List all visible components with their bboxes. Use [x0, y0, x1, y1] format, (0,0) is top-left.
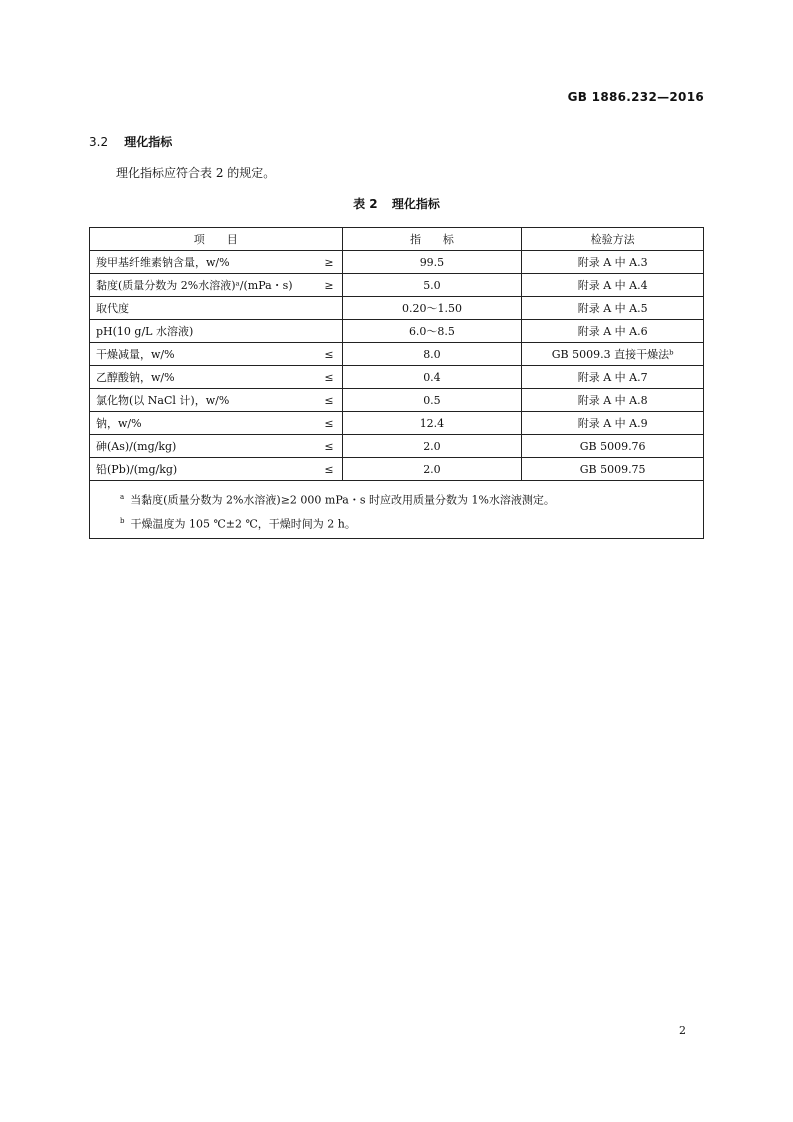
standard-number: GB 1886.232—2016 — [567, 90, 704, 104]
table-note — [120, 511, 693, 535]
note-text: 干燥温度为 105 ℃±2 ℃，干燥时间为 2 h。 — [130, 517, 356, 531]
row-item-cell — [90, 435, 343, 458]
row-item: 乙醇酸钠，w/% — [96, 371, 175, 384]
row-method: 附录 A 中 A.4 — [522, 274, 704, 297]
row-method: GB 5009.75 — [522, 458, 704, 481]
row-method: 附录 A 中 A.5 — [522, 297, 704, 320]
row-method: 附录 A 中 A.6 — [522, 320, 704, 343]
table-row — [90, 435, 704, 458]
row-item: 钠，w/% — [96, 417, 142, 430]
table-note — [120, 487, 693, 511]
row-item-cell — [90, 343, 343, 366]
row-item: 氯化物(以 NaCl 计)，w/% — [96, 394, 230, 407]
row-symbol: ≤ — [324, 347, 334, 361]
section-paragraph: 理化指标应符合表 2 的规定。 — [116, 166, 276, 180]
table-row — [90, 412, 704, 435]
row-value: 0.20～1.50 — [342, 297, 522, 320]
row-item-cell — [90, 366, 343, 389]
row-item: 黏度(质量分数为 2%水溶液)ᵃ/(mPa・s) — [96, 279, 293, 292]
row-value: 6.0～8.5 — [342, 320, 522, 343]
table-row — [90, 343, 704, 366]
spec-table — [89, 227, 704, 539]
header-value: 指 标 — [342, 228, 522, 251]
row-item-cell — [90, 274, 343, 297]
note-mark: a — [120, 493, 125, 501]
section-heading — [89, 133, 172, 150]
row-item: 取代度 — [96, 302, 129, 315]
row-item-cell — [90, 320, 343, 343]
table-row — [90, 297, 704, 320]
table-caption-title: 理化指标 — [391, 197, 440, 211]
row-method: GB 5009.76 — [522, 435, 704, 458]
row-symbol: ≤ — [324, 370, 334, 384]
row-value: 2.0 — [342, 458, 522, 481]
table-row — [90, 389, 704, 412]
row-symbol: ≤ — [324, 439, 334, 453]
row-item: 羧甲基纤维素钠含量，w/% — [96, 256, 230, 269]
row-value: 2.0 — [342, 435, 522, 458]
row-item: 铅(Pb)/(mg/kg) — [96, 463, 178, 476]
page-number: 2 — [679, 1024, 686, 1037]
header-item: 项 目 — [90, 228, 343, 251]
row-method: 附录 A 中 A.9 — [522, 412, 704, 435]
table-notes-row — [90, 481, 704, 539]
row-item-cell — [90, 251, 343, 274]
header-method: 检验方法 — [522, 228, 704, 251]
row-item: 砷(As)/(mg/kg) — [96, 440, 177, 453]
row-symbol: ≤ — [324, 393, 334, 407]
row-item-cell — [90, 458, 343, 481]
section-number: 3.2 — [89, 135, 109, 149]
row-value: 8.0 — [342, 343, 522, 366]
row-item-cell — [90, 389, 343, 412]
table-row — [90, 251, 704, 274]
row-value: 0.4 — [342, 366, 522, 389]
row-symbol: ≥ — [324, 278, 334, 292]
row-item-cell — [90, 297, 343, 320]
section-title: 理化指标 — [124, 135, 173, 149]
row-method: 附录 A 中 A.7 — [522, 366, 704, 389]
row-value: 5.0 — [342, 274, 522, 297]
row-symbol: ≤ — [324, 416, 334, 430]
row-method: 附录 A 中 A.3 — [522, 251, 704, 274]
row-value: 99.5 — [342, 251, 522, 274]
row-method: 附录 A 中 A.8 — [522, 389, 704, 412]
row-item: 干燥减量，w/% — [96, 348, 175, 361]
row-method: GB 5009.3 直接干燥法ᵇ — [522, 343, 704, 366]
table-caption — [0, 195, 793, 212]
row-value: 0.5 — [342, 389, 522, 412]
table-row — [90, 366, 704, 389]
row-item: pH(10 g/L 水溶液) — [96, 325, 194, 338]
table-row — [90, 458, 704, 481]
table-header-row — [90, 228, 704, 251]
table-row — [90, 274, 704, 297]
row-value: 12.4 — [342, 412, 522, 435]
table-caption-label: 表 2 — [353, 197, 378, 211]
note-mark: b — [120, 516, 125, 525]
row-item-cell — [90, 412, 343, 435]
table-row — [90, 320, 704, 343]
table-notes — [90, 481, 704, 539]
note-text: 当黏度(质量分数为 2%水溶液)≥2 000 mPa・s 时应改用质量分数为 1%水溶液测定。 — [130, 493, 555, 507]
row-symbol: ≥ — [324, 255, 334, 269]
row-symbol: ≤ — [324, 462, 334, 476]
